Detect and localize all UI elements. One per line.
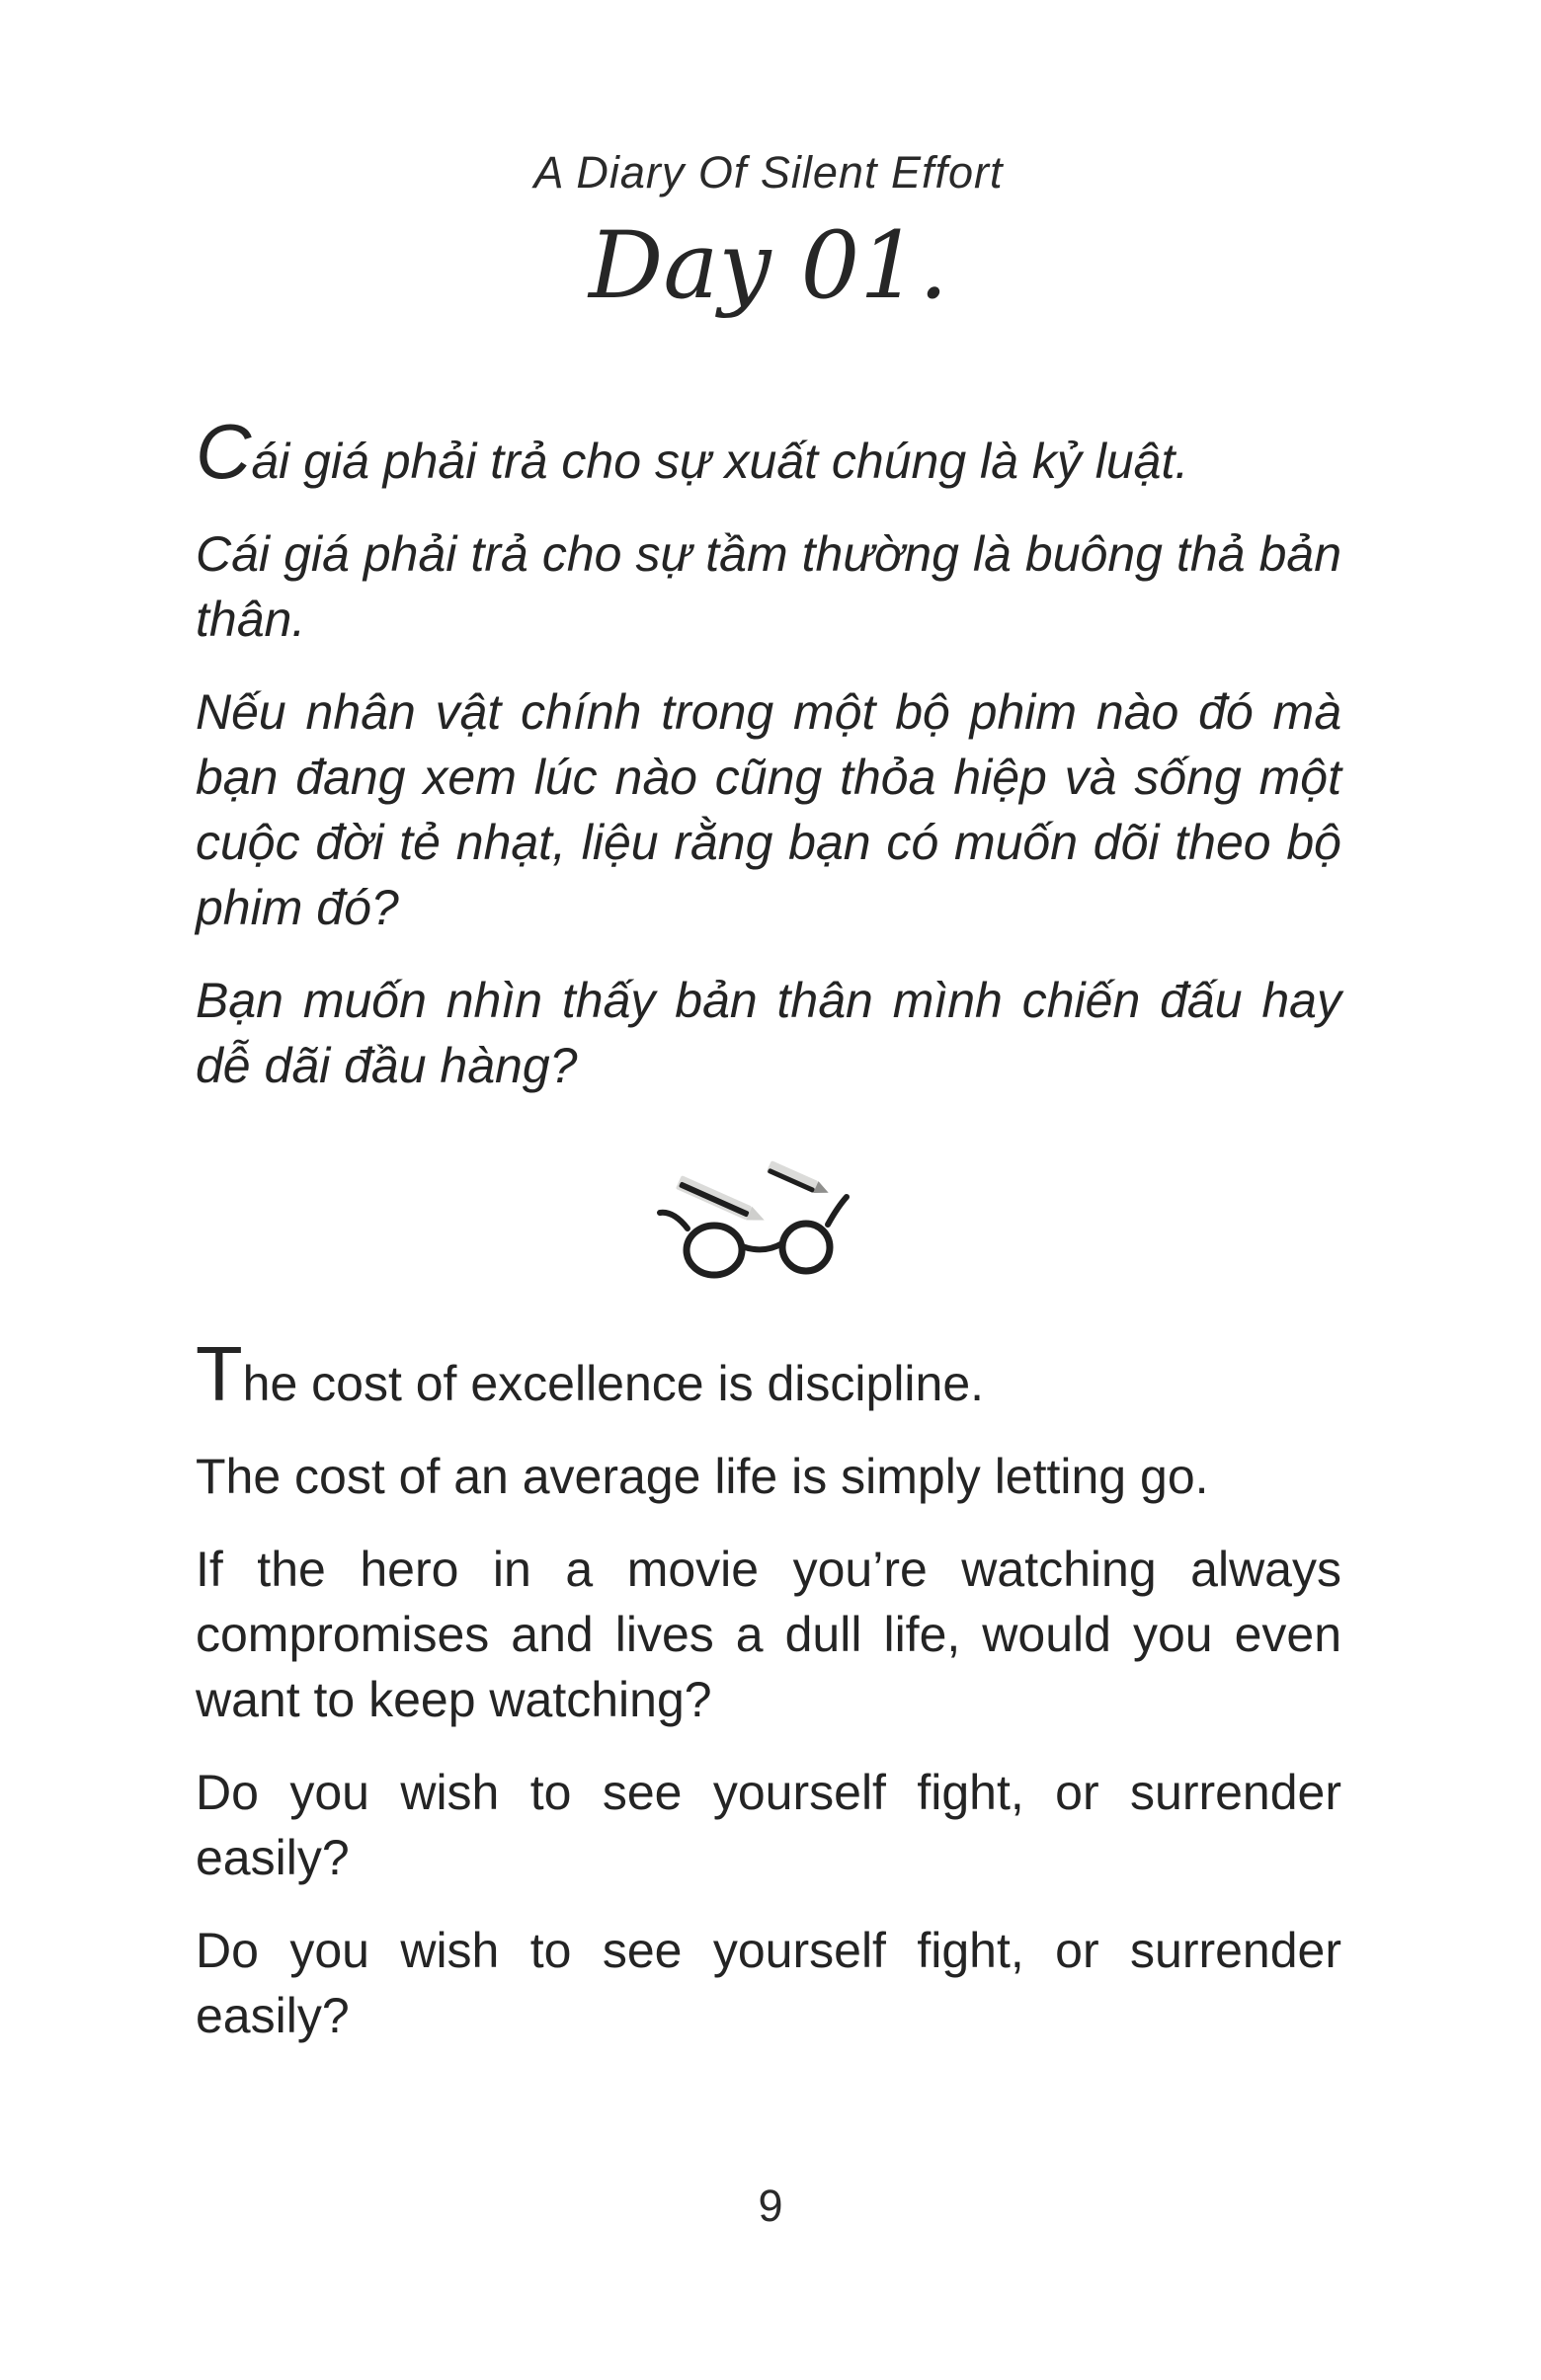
paragraph-text: Nếu nhân vật chính trong một bộ phim nào đó mà bạn đang xem lúc nào cũng thỏa hiệp và sống một cuộc đời tẻ nhạt, liệu rằng bạn có muốn dõi theo bộ phim đó?: [196, 684, 1341, 936]
paragraph-text: Do you wish to see yourself fight, or surrender easily?: [196, 1923, 1341, 2044]
paragraph-initial-letter: T: [196, 1330, 243, 1418]
day-title: Day 01.: [589, 212, 948, 320]
paragraph-text: he cost of excellence is discipline.: [242, 1356, 985, 1412]
paragraph-initial-letter: C: [196, 408, 252, 496]
pencils-and-glasses-icon: [652, 1153, 885, 1290]
paragraph-vi-4: [196, 968, 1341, 1098]
paragraph-en-5: [196, 1918, 1341, 2048]
paragraph-en-1: [196, 1330, 1341, 1418]
paragraph-text: ái giá phải trả cho sự xuất chúng là kỷ luật.: [251, 434, 1189, 490]
paragraph-text: If the hero in a movie you’re watching always compromises and lives a dull life, would you even want to keep watching?: [196, 1542, 1341, 1728]
paragraph-vi-3: [196, 679, 1341, 940]
paragraph-text: The cost of an average life is simply letting go.: [196, 1449, 1209, 1505]
pencils-icon: [676, 1160, 831, 1227]
english-section: [196, 1330, 1341, 2048]
paragraph-text: Cái giá phải trả cho sự tầm thường là buông thả bản thân.: [196, 526, 1341, 648]
paragraph-vi-2: [196, 521, 1341, 652]
paragraph-vi-1: [196, 408, 1341, 496]
paragraph-text: Bạn muốn nhìn thấy bản thân mình chiến đấu hay dễ dãi đầu hàng?: [196, 973, 1341, 1094]
paragraph-text: Do you wish to see yourself fight, or surrender easily?: [196, 1765, 1341, 1886]
paragraph-en-3: [196, 1537, 1341, 1732]
vietnamese-section: [196, 408, 1341, 1098]
paragraph-en-2: [196, 1444, 1341, 1509]
book-title: A Diary Of Silent Effort: [533, 147, 1004, 198]
page-number: 9: [758, 2181, 783, 2231]
paragraph-en-4: [196, 1760, 1341, 1890]
